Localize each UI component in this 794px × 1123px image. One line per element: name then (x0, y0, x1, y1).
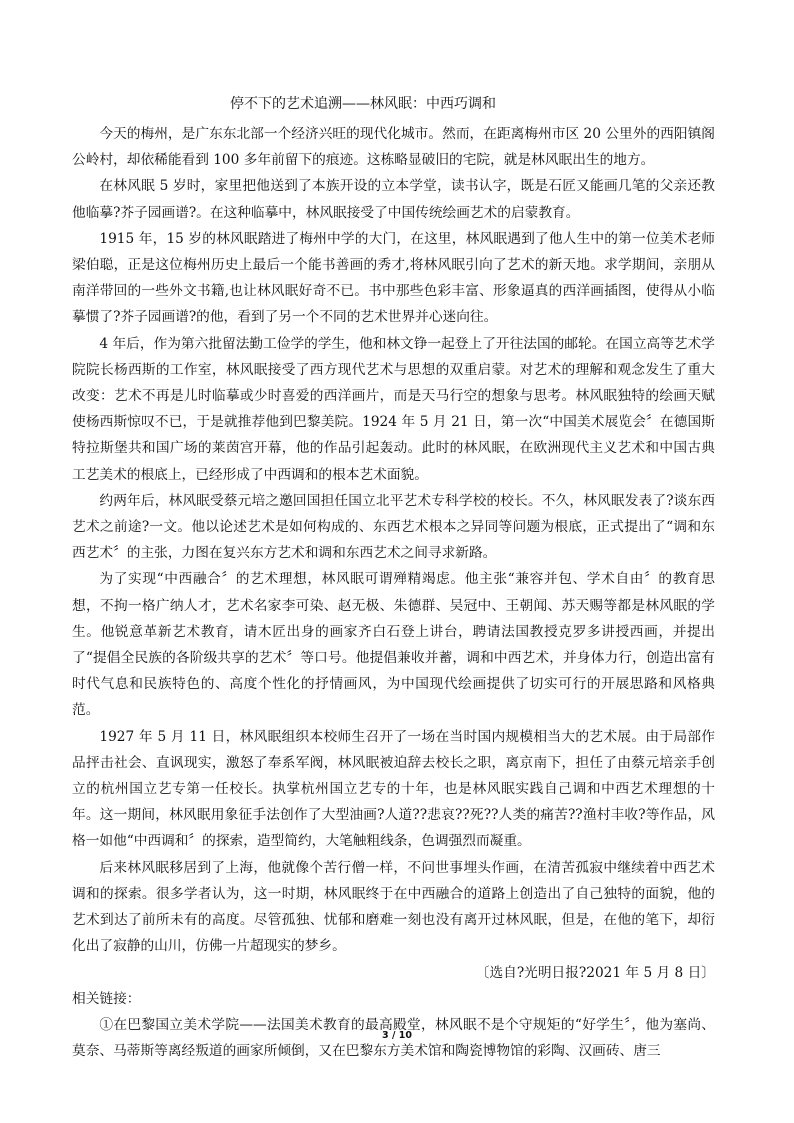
related-link-item: ①在巴黎国立美术学院——法国美术教育的最高殿堂，林风眠不是个守规矩的“好学生〞，他为塞尚、莫奈、马蒂斯等离经叛道的画家所倾倒，又在巴黎东方美术馆和陶瓷博物馆的彩陶、汉画砖、唐三 (72, 1016, 715, 1060)
related-links-heading: 相关链接： (72, 990, 141, 1007)
paragraph: 后来林风眠移居到了上海，他就像个苦行僧一样，不问世事埋头作画，在清苦孤寂中继续着中西艺术调和的探索。很多学者认为，这一时期，林风眠终于在中西融合的道路上创造出了自己独特的面貌，他的艺术到达了前所未有的高度。尽管孤独、忧郁和磨难一刻也没有离开过林风眠，但是，在他的笔下，却衍化出了寂静的山川，仿佛一片超现实的梦乡。 (72, 859, 715, 955)
article-title: 停不下的艺术追溯——林风眠：中西巧调和 (230, 96, 496, 112)
page-number: 3 / 10 (382, 1030, 412, 1041)
paragraph: 约两年后，林风眠受蔡元培之邀回国担任国立北平艺术专科学校的校长。不久，林风眠发表了?谈东西艺术之前途?一文。他以论述艺术是如何构成的、东西艺术根本之异同等问题为根底，正式提出了“调和东西艺术〞的主张，力图在复兴东方艺术和调和东西艺术之间寻求新路。 (72, 492, 715, 562)
paragraph: 今天的梅州，是广东东北部一个经济兴旺的现代化城市。然而，在距离梅州市区 20 公里外的西阳镇阁公岭村，却依稀能看到 100 多年前留下的痕迹。这栋略显破旧的宅院，就是林风眠出生的地方。 (72, 126, 715, 169)
paragraph: 在林风眠 5 岁时，家里把他送到了本族开设的立本学堂，读书认字，既是石匠又能画几笔的父亲还教他临摹?芥子园画谱?。在这种临摹中，林风眠接受了中国传统绘画艺术的启蒙教育。 (72, 178, 715, 221)
paragraph: 1915 年，15 岁的林风眠踏进了梅州中学的大门，在这里，林风眠遇到了他人生中的第一位美术老师梁伯聪，正是这位梅州历史上最后一个能书善画的秀才,将林风眠引向了艺术的新天地。求学期间，亲朋从南洋带回的一些外文书籍,也让林风眠好奇不已。书中那些色彩丰富、形象逼真的西洋画插图，使得从小临摹惯了?芥子园画谱?的他，看到了另一个不同的艺术世界并心迷向往。 (72, 230, 715, 326)
article-body (72, 121, 715, 1064)
paragraph: 1927 年 5 月 11 日，林风眠组织本校师生召开了一场在当时国内规模相当大的艺术展。由于局部作品抨击社会、直讽现实，激怒了奉系军阀，林风眠被迫辞去校长之职，离京南下，担任了由蔡元培亲手创立的杭州国立艺专第一任校长。执掌杭州国立艺专的十年，也是林风眠实践自己调和中西艺术理想的十年。这一期间，林风眠用象征手法创作了大型油画?人道??悲哀??死??人类的痛苦??渔村丰收?等作品，风格一如他“中西调和〞的探索，造型简约，大笔触粗线条，色调强烈而凝重。 (72, 728, 715, 850)
source-citation: 〔选自?光明日报?2021 年 5 月 8 日〕 (475, 964, 715, 981)
paragraph: 4 年后，作为第六批留法勤工俭学的学生，他和林文铮一起登上了开往法国的邮轮。在国立高等艺术学院院长杨西斯的工作室，林风眠接受了西方现代艺术与思想的双重启蒙。对艺术的理解和观念发生了重大改变：艺术不再是儿时临摹或少时喜爱的西洋画片，而是天马行空的想象与思考。林风眠独特的绘画天赋使杨西斯惊叹不已，于是就推荐他到巴黎美院。1924 年 5 月 21 日，第一次“中国美术展览会〞在德国斯特拉斯堡共和国广场的莱茵宫开幕，他的作品引起轰动。此时的林风眠，在欧洲现代主义艺术和中国古典工艺美术的根底上，已经形成了中西调和的根本艺术面貌。 (72, 335, 715, 483)
paragraph: 为了实现“中西融合〞的艺术理想，林风眠可谓殚精竭虑。他主张“兼容并包、学术自由〞的教育思想，不拘一格广纳人才，艺术名家李可染、赵无极、朱德群、吴冠中、王朝闻、苏天赐等都是林风眠的学生。他锐意革新艺术教育，请木匠出身的画家齐白石登上讲台，聘请法国教授克罗多讲授西画，并提出了“提倡全民族的各阶级共享的艺术〞等口号。他提倡兼收并蓄，调和中西艺术，并身体力行，创造出富有时代气息和民族特色的、高度个性化的抒情画风，为中国现代绘画提供了切实可行的开展思路和风格典范。 (72, 571, 715, 719)
